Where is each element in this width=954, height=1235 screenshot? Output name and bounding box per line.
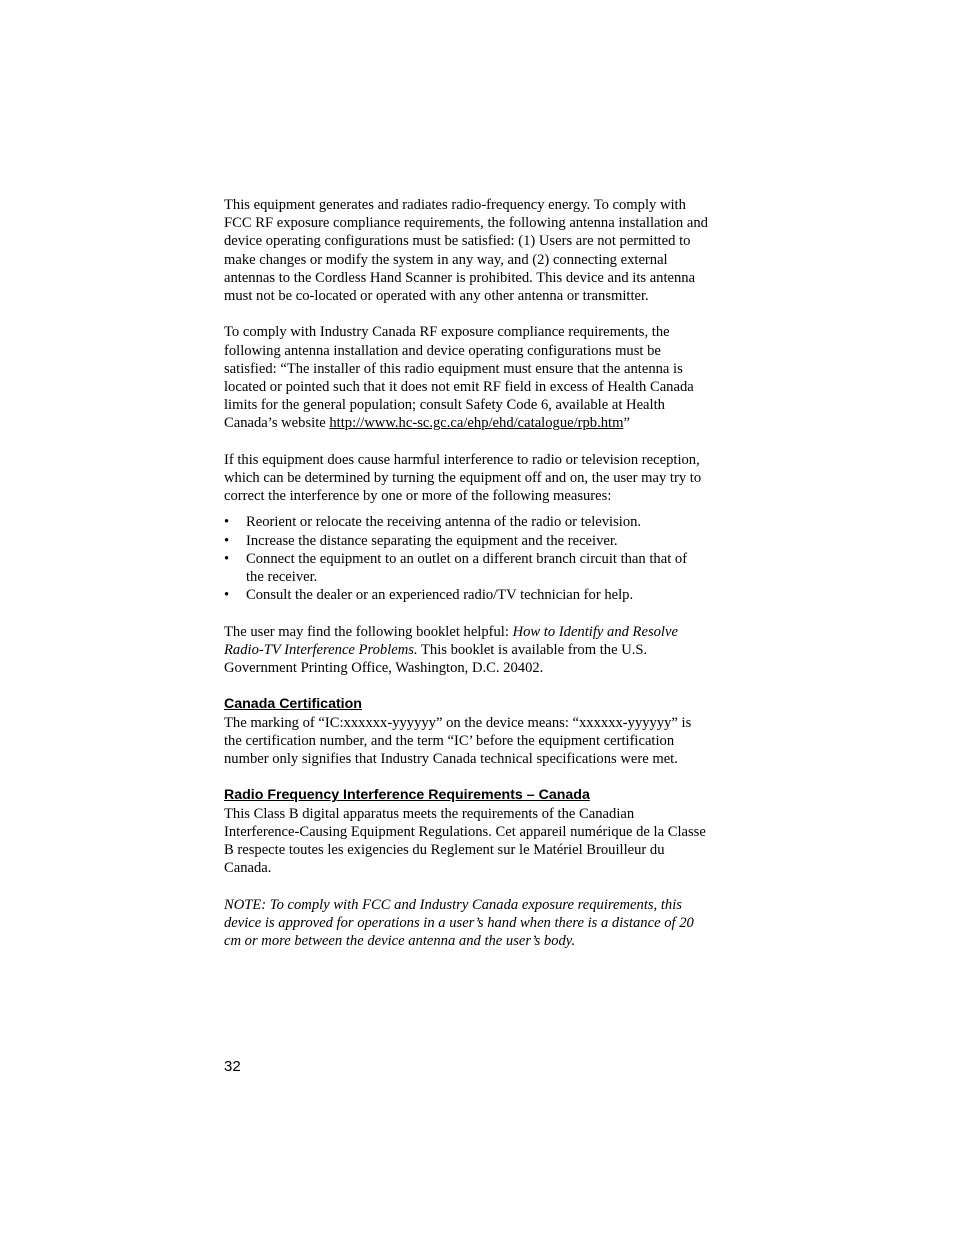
measures-list [224,513,708,604]
bullet-icon: • [224,514,230,531]
list-item [224,513,708,531]
list-item [224,586,708,604]
closing-quote: ” [623,415,630,432]
list-item [224,550,708,586]
list-item-text: Reorient or relocate the receiving antenna of the radio or television. [246,514,642,531]
booklet-paragraph [224,623,708,678]
booklet-availability-text: This booklet is available from the U.S. Government Printing Office, Washington, D.C. 20402. [224,641,648,677]
health-canada-link[interactable]: http://www.hc-sc.gc.ca/ehp/ehd/catalogue/rpb.htm [329,415,624,432]
industry-canada-rf-paragraph [224,323,708,432]
industry-canada-rf-text: To comply with Industry Canada RF exposure compliance requirements, the following antenna installation and device operating configurations must be satisfied: “The installer of this radio equipment must ensure that the antenna is located or pointed such that it does not emit RF field in excess of Health Canada limits for the general population; consult Safety Code 6, available at Health Canada’s website [224,324,694,432]
interference-paragraph: If this equipment does cause harmful interference to radio or television reception, which can be determined by turning the equipment off and on, the user may try to correct the interference by one or more of the following measures: [224,451,702,505]
bullet-icon: • [224,550,230,567]
bullet-icon: • [224,532,230,549]
page-number: 32 [224,1058,241,1075]
rfi-requirements-heading: Radio Frequency Interference Requirements – Canada [224,787,590,804]
fcc-rf-exposure-paragraph: This equipment generates and radiates radio-frequency energy. To comply with FCC RF exposure compliance requirements, the following antenna installation and device operating configurations must be satisfied: (1) Users are not permitted to make changes or modify the system in any way, and (2) connecting external antennas to the Cordless Hand Scanner is prohibited. This device and its antenna must not be co-located or operated with any other antenna or transmitter. [224,197,708,305]
booklet-intro-text: The user may find the following booklet helpful: [224,623,513,640]
list-item-text: Increase the distance separating the equipment and the receiver. [246,532,618,549]
booklet-title: How to Identify and Resolve Radio-TV Interference Problems. [224,623,678,658]
canada-certification-heading: Canada Certification [224,696,362,713]
list-item [224,532,708,550]
list-item-text: Connect the equipment to an outlet on a different branch circuit than that of the receiver. [246,550,688,586]
rfi-requirements-text: This Class B digital apparatus meets the requirements of the Canadian Interference-Causing Equipment Regulations. Cet appareil numérique de la Classe B respecte toutes les exigencies du Reglement sur le Matériel Brouilleur du Canada. [224,805,706,877]
list-item-text: Consult the dealer or an experienced radio/TV technician for help. [246,587,634,604]
canada-certification-text: The marking of “IC:xxxxxx-yyyyyy” on the device means: “xxxxxx-yyyyyy” is the certification number, and the term “IC’ before the equipment certification number only signifies that Industry Canada technical specifications were met. [224,714,692,768]
exposure-note: NOTE: To comply with FCC and Industry Canada exposure requirements, this device is approved for operations in a user’s hand when there is a distance of 20 cm or more between the device antenna and the user’s body. [224,896,694,950]
page-content [224,196,708,950]
bullet-icon: • [224,587,230,604]
